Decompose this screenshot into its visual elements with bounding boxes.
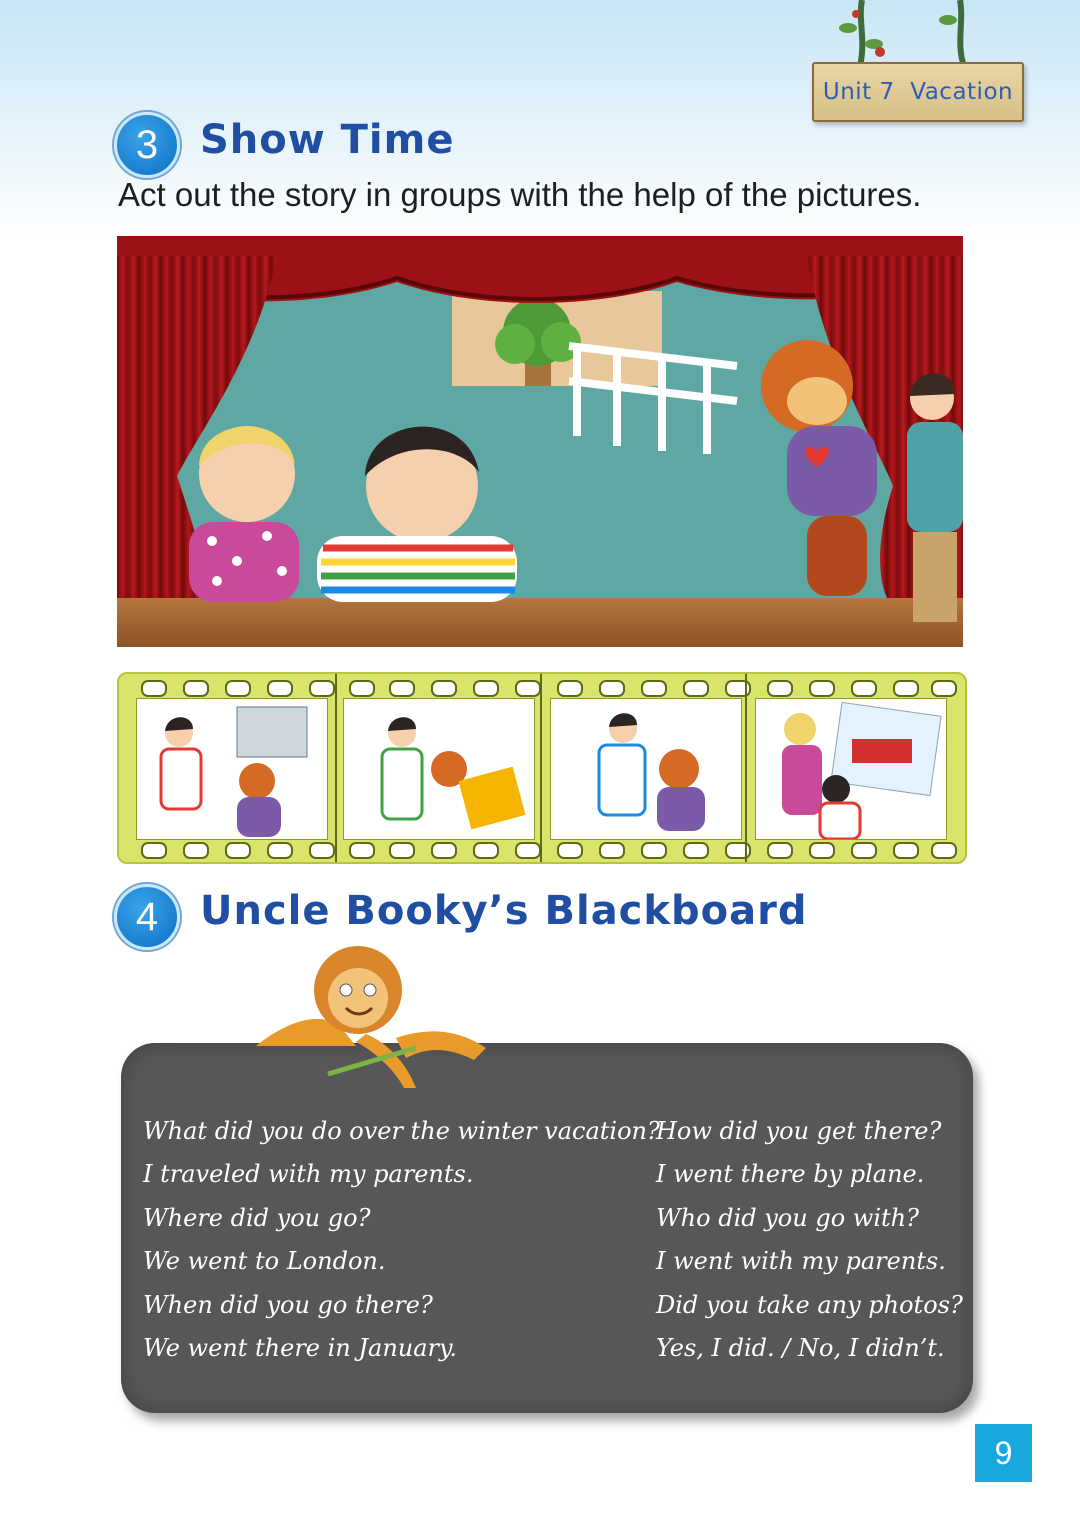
section-4-title: Uncle Booky’s Blackboard — [200, 888, 808, 934]
film-frame-4 — [755, 698, 947, 840]
film-hole — [557, 680, 583, 697]
film-hole — [599, 680, 625, 697]
film-hole — [931, 842, 957, 859]
section-3-badge — [114, 112, 180, 178]
film-separator — [745, 674, 747, 862]
film-frame-1 — [136, 698, 328, 840]
film-hole — [349, 680, 375, 697]
film-hole — [309, 842, 335, 859]
film-hole — [515, 842, 541, 859]
film-hole — [931, 680, 957, 697]
film-hole — [767, 842, 793, 859]
blackboard-line-right: I went with my parents. — [656, 1247, 946, 1275]
blackboard-line-left: What did you do over the winter vacation? — [143, 1117, 660, 1145]
film-hole — [641, 680, 667, 697]
frame-4-scene-icon — [756, 699, 946, 839]
section-4-badge — [114, 884, 180, 950]
blackboard-line-right: Yes, I did. / No, I didn’t. — [656, 1334, 945, 1362]
film-hole — [893, 680, 919, 697]
film-hole — [809, 680, 835, 697]
film-hole — [683, 842, 709, 859]
frame-2-scene-icon — [344, 699, 534, 839]
film-hole — [641, 842, 667, 859]
film-hole — [473, 842, 499, 859]
frame-3-scene-icon — [551, 699, 741, 839]
film-hole — [431, 680, 457, 697]
film-hole — [141, 680, 167, 697]
sign-vines-icon — [792, 0, 1032, 70]
uncle-booky-icon — [246, 942, 496, 1092]
unit-sign — [792, 0, 1032, 130]
blackboard-line-right: How did you get there? — [656, 1117, 942, 1145]
section-3-number: 3 — [135, 122, 159, 167]
blackboard-line-left: Where did you go? — [143, 1204, 371, 1232]
film-strip — [117, 672, 967, 864]
film-hole — [389, 842, 415, 859]
blackboard-line-right: Did you take any photos? — [656, 1291, 963, 1319]
blackboard-line-right: I went there by plane. — [656, 1160, 925, 1188]
film-hole — [515, 680, 541, 697]
film-hole — [183, 680, 209, 697]
blackboard-line-left: I traveled with my parents. — [143, 1160, 474, 1188]
page-number-badge — [975, 1424, 1032, 1482]
film-hole — [725, 680, 751, 697]
orangutan-illustration — [246, 942, 496, 1092]
film-hole — [809, 842, 835, 859]
film-hole — [141, 842, 167, 859]
section-4-number: 4 — [135, 894, 159, 939]
blackboard-line-left: When did you go there? — [143, 1291, 433, 1319]
film-hole — [267, 680, 293, 697]
film-frame-3 — [550, 698, 742, 840]
film-hole — [183, 842, 209, 859]
film-frame-2 — [343, 698, 535, 840]
film-hole — [851, 842, 877, 859]
film-hole — [389, 680, 415, 697]
film-hole — [725, 842, 751, 859]
stage-illustration — [117, 236, 963, 647]
unit-board — [812, 62, 1024, 122]
blackboard — [121, 1043, 973, 1413]
blackboard-line-right: Who did you go with? — [656, 1204, 919, 1232]
film-hole — [267, 842, 293, 859]
stage-scene-icon — [117, 236, 963, 647]
film-hole — [225, 680, 251, 697]
film-separator — [540, 674, 542, 862]
film-hole — [431, 842, 457, 859]
film-hole — [349, 842, 375, 859]
blackboard-line-left: We went there in January. — [143, 1334, 458, 1362]
film-hole — [473, 680, 499, 697]
blackboard-line-left: We went to London. — [143, 1247, 386, 1275]
film-hole — [557, 842, 583, 859]
section-3-instruction: Act out the story in groups with the help of the pictures. — [118, 176, 922, 213]
film-hole — [767, 680, 793, 697]
film-hole — [309, 680, 335, 697]
film-separator — [335, 674, 337, 862]
film-hole — [893, 842, 919, 859]
film-hole — [851, 680, 877, 697]
frame-1-scene-icon — [137, 699, 327, 839]
page-number: 9 — [994, 1434, 1013, 1471]
film-hole — [683, 680, 709, 697]
section-3-title: Show Time — [200, 117, 455, 163]
unit-label: Unit 7 Vacation — [822, 79, 1014, 105]
film-hole — [225, 842, 251, 859]
film-hole — [599, 842, 625, 859]
